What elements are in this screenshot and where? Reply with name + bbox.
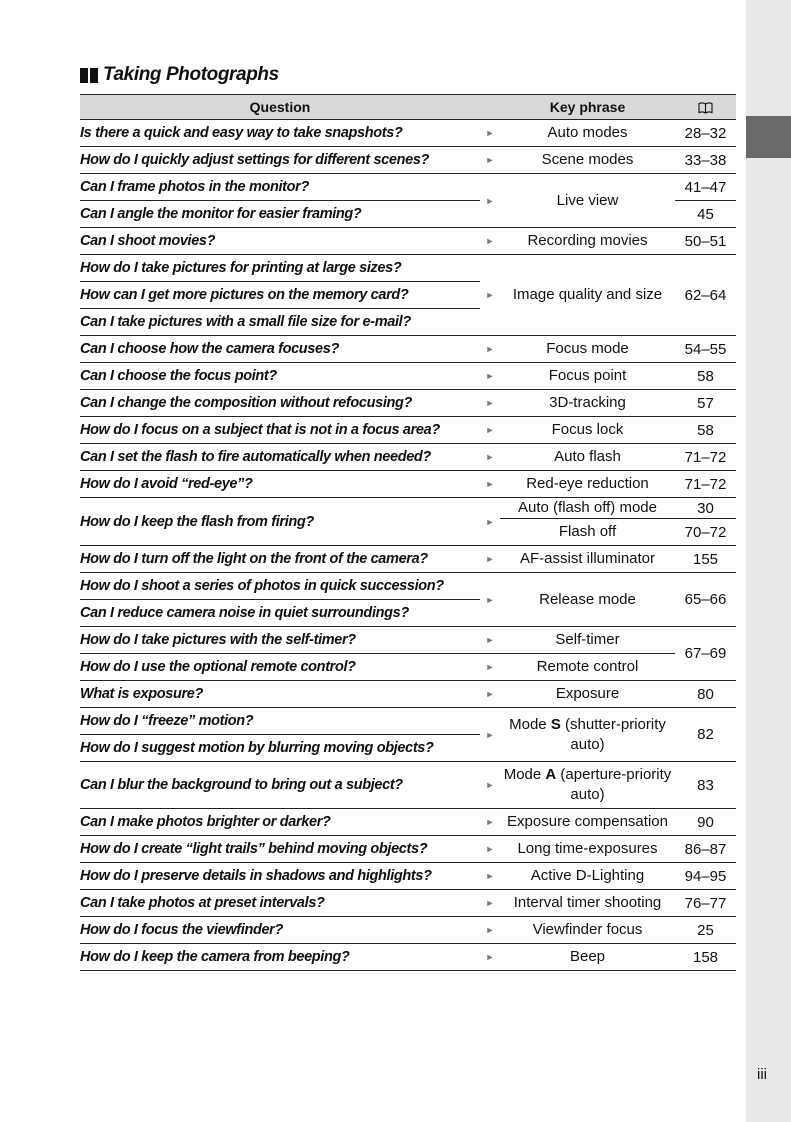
key-phrase (500, 762, 675, 809)
arrow-icon: ► (480, 546, 500, 573)
table-row (80, 890, 736, 917)
page-ref: 62–64 (675, 255, 736, 336)
table-row (80, 573, 736, 600)
page-ref: 54–55 (675, 336, 736, 363)
arrow-icon: ► (480, 809, 500, 836)
arrow-icon: ► (480, 944, 500, 971)
key-phrase: AF-assist illuminator (500, 546, 675, 573)
mode-letter: S (550, 715, 561, 733)
faq-table (80, 94, 736, 971)
table-row (80, 471, 736, 498)
table-row (80, 944, 736, 971)
page-ref: 41–47 (675, 174, 736, 201)
question-text: Can I angle the monitor for easier framing? (80, 201, 480, 228)
header-page (675, 95, 736, 120)
header-arrow-spacer (480, 95, 500, 120)
table-row (80, 390, 736, 417)
arrow-icon: ► (480, 573, 500, 627)
key-phrase: Self-timer (500, 627, 675, 654)
table-row (80, 444, 736, 471)
table-row (80, 654, 736, 681)
question-text: Can I choose how the camera focuses? (80, 336, 480, 363)
question-text: Can I take pictures with a small file size for e-mail? (80, 309, 480, 336)
table-row (80, 417, 736, 444)
question-text: Can I blur the background to bring out a subject? (80, 762, 480, 809)
page-ref: 71–72 (675, 471, 736, 498)
page-ref: 80 (675, 681, 736, 708)
table-row (80, 627, 736, 654)
arrow-icon: ► (480, 708, 500, 762)
key-phrase: Recording movies (500, 228, 675, 255)
key-phrase: Scene modes (500, 147, 675, 174)
arrow-icon: ► (480, 654, 500, 681)
question-text: How can I get more pictures on the memory card? (80, 282, 480, 309)
arrow-icon: ► (480, 890, 500, 917)
table-row (80, 917, 736, 944)
key-phrase-post: (shutter-priority auto) (560, 715, 666, 753)
table-row (80, 336, 736, 363)
page-ref: 76–77 (675, 890, 736, 917)
page-ref: 67–69 (675, 627, 736, 681)
key-phrase: Viewfinder focus (500, 917, 675, 944)
question-text: Can I change the composition without refocusing? (80, 390, 480, 417)
mode-letter: A (545, 766, 557, 783)
page-ref: 57 (675, 390, 736, 417)
table-row (80, 147, 736, 174)
table-row (80, 120, 736, 147)
key-phrase (500, 708, 675, 762)
key-phrase: Release mode (500, 573, 675, 627)
question-text: How do I turn off the light on the front of the camera? (80, 546, 480, 573)
question-text: Can I take photos at preset intervals? (80, 890, 480, 917)
key-phrase: Live view (500, 174, 675, 228)
page-ref: 94–95 (675, 863, 736, 890)
key-phrase: Image quality and size (500, 255, 675, 336)
page-ref: 155 (675, 546, 736, 573)
arrow-icon: ► (480, 627, 500, 654)
table-row (80, 498, 736, 519)
chapter-tab (746, 116, 791, 158)
page-ref: 82 (675, 708, 736, 762)
arrow-icon: ► (480, 681, 500, 708)
question-text: How do I quickly adjust settings for different scenes? (80, 147, 480, 174)
page-ref: 33–38 (675, 147, 736, 174)
question-text: How do I take pictures with the self-timer? (80, 627, 480, 654)
table-row (80, 546, 736, 573)
arrow-icon: ► (480, 174, 500, 228)
arrow-icon: ► (480, 836, 500, 863)
question-text: How do I “freeze” motion? (80, 708, 480, 735)
page-ref: 90 (675, 809, 736, 836)
table-row (80, 836, 736, 863)
section-heading (80, 62, 279, 88)
key-phrase: 3D-tracking (500, 390, 675, 417)
page-ref: 71–72 (675, 444, 736, 471)
page-ref: 30 (675, 498, 736, 519)
table-row (80, 363, 736, 390)
question-text: How do I keep the camera from beeping? (80, 944, 480, 971)
question-text: How do I preserve details in shadows and highlights? (80, 863, 480, 890)
table-row (80, 255, 736, 282)
question-text: How do I keep the flash from firing? (80, 498, 480, 546)
key-phrase: Remote control (500, 654, 675, 681)
arrow-icon: ► (480, 363, 500, 390)
key-phrase: Auto flash (500, 444, 675, 471)
question-text: How do I avoid “red-eye”? (80, 471, 480, 498)
key-phrase: Flash off (500, 519, 675, 546)
arrow-icon: ► (480, 120, 500, 147)
key-phrase: Interval timer shooting (500, 890, 675, 917)
key-phrase: Auto (flash off) mode (500, 498, 675, 519)
key-phrase: Beep (500, 944, 675, 971)
page-ref: 83 (675, 762, 736, 809)
page-ref: 65–66 (675, 573, 736, 627)
page-ref: 58 (675, 417, 736, 444)
arrow-icon: ► (480, 762, 500, 809)
question-text: How do I take pictures for printing at large sizes? (80, 255, 480, 282)
table-row (80, 863, 736, 890)
header-key-phrase: Key phrase (500, 95, 675, 120)
question-text: Can I make photos brighter or darker? (80, 809, 480, 836)
key-phrase: Active D-Lighting (500, 863, 675, 890)
key-phrase-pre: Mode (509, 715, 551, 733)
key-phrase: Exposure compensation (500, 809, 675, 836)
key-phrase: Red-eye reduction (500, 471, 675, 498)
question-text: Can I reduce camera noise in quiet surroundings? (80, 600, 480, 627)
table-row (80, 174, 736, 201)
question-text: How do I shoot a series of photos in quick succession? (80, 573, 480, 600)
question-text: How do I focus the viewfinder? (80, 917, 480, 944)
arrow-icon: ► (480, 336, 500, 363)
question-text: How do I focus on a subject that is not in a focus area? (80, 417, 480, 444)
page-ref: 25 (675, 917, 736, 944)
question-text: How do I create “light trails” behind moving objects? (80, 836, 480, 863)
table-header-row (80, 95, 736, 120)
question-text: Is there a quick and easy way to take snapshots? (80, 120, 480, 147)
arrow-icon: ► (480, 863, 500, 890)
key-phrase-post: (aperture-priority auto) (556, 766, 672, 803)
section-title: Taking Photographs (103, 64, 279, 85)
key-phrase: Auto modes (500, 120, 675, 147)
page-ref: 45 (675, 201, 736, 228)
arrow-icon: ► (480, 228, 500, 255)
arrow-icon: ► (480, 917, 500, 944)
arrow-icon: ► (480, 471, 500, 498)
page-ref: 58 (675, 363, 736, 390)
key-phrase: Focus lock (500, 417, 675, 444)
book-icon (698, 102, 713, 114)
key-phrase-pre: Mode (503, 766, 546, 783)
question-text: Can I shoot movies? (80, 228, 480, 255)
question-text: How do I use the optional remote control? (80, 654, 480, 681)
key-phrase: Exposure (500, 681, 675, 708)
page-ref: 86–87 (675, 836, 736, 863)
page-ref: 70–72 (675, 519, 736, 546)
table-row (80, 681, 736, 708)
arrow-icon: ► (480, 444, 500, 471)
page-ref: 28–32 (675, 120, 736, 147)
arrow-icon: ► (480, 417, 500, 444)
header-question: Question (80, 95, 480, 120)
page-number: iii (757, 1066, 767, 1083)
arrow-icon: ► (480, 147, 500, 174)
arrow-icon: ► (480, 498, 500, 546)
question-text: Can I choose the focus point? (80, 363, 480, 390)
question-text: Can I frame photos in the monitor? (80, 174, 480, 201)
table-row (80, 228, 736, 255)
arrow-icon: ► (480, 255, 500, 336)
question-text: What is exposure? (80, 681, 480, 708)
table-row (80, 809, 736, 836)
table-row (80, 762, 736, 809)
question-text: Can I set the flash to fire automatically when needed? (80, 444, 480, 471)
key-phrase: Long time-exposures (500, 836, 675, 863)
key-phrase: Focus point (500, 363, 675, 390)
page-ref: 50–51 (675, 228, 736, 255)
heading-marker-icon (90, 68, 98, 83)
arrow-icon: ► (480, 390, 500, 417)
heading-marker-icon (80, 68, 88, 83)
question-text: How do I suggest motion by blurring moving objects? (80, 735, 480, 762)
page-ref: 158 (675, 944, 736, 971)
table-row (80, 708, 736, 735)
side-strip (746, 0, 791, 1122)
key-phrase: Focus mode (500, 336, 675, 363)
